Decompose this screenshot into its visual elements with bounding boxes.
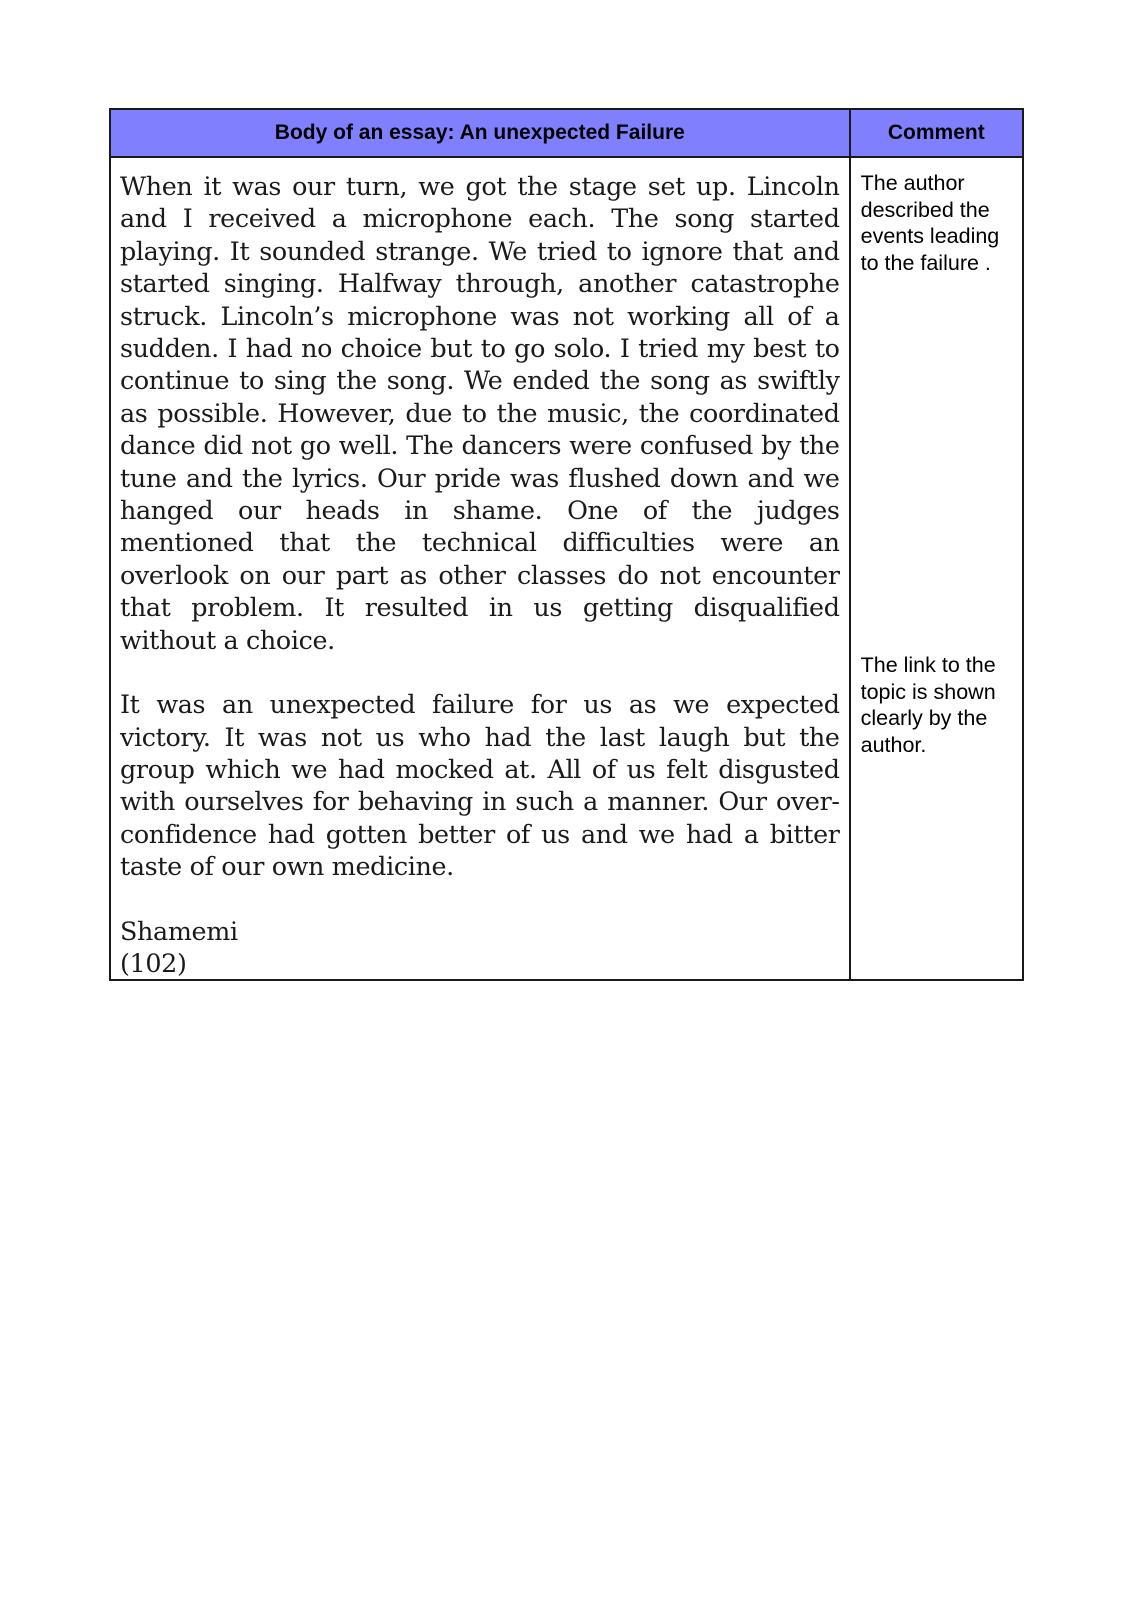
- author-name: Shamemi: [120, 915, 238, 946]
- essay-body-cell: [110, 157, 850, 980]
- essay-body-header: Body of an essay: An unexpected Failure: [110, 109, 850, 157]
- essay-paragraph-2: It was an unexpected failure for us as we expected victory. It was not us who had the last laugh but the group which we had mocked at. All of us felt disgusted with ourselves for behaving in such a manner. Our over-confidence had gotten better of us and we had a bitter taste of our own medicine.: [120, 689, 840, 882]
- comment-cell: [850, 157, 1023, 980]
- comment-2: The link to the topic is shown clearly by the author.: [860, 653, 996, 757]
- signature-block: [120, 915, 840, 980]
- table-row: [110, 157, 1023, 980]
- essay-paragraph-1: When it was our turn, we got the stage set up. Lincoln and I received a microphone each. The song started playing. It sounded strange. We tried to ignore that and started singing. Halfway through, another catastrophe struck. Lincoln’s microphone was not working all of a sudden. I had no choice but to go solo. I tried my best to continue to sing the song. We ended the song as swiftly as possible. However, due to the music, the coordinated dance did not go well. The dancers were confused by the tune and the lyrics. Our pride was flushed down and we hanged our heads in shame. One of the judges mentioned that the technical difficulties were an overlook on our part as other classes do not encounter that problem. It resulted in us getting disqualified without a choice.: [120, 171, 840, 655]
- table-header-row: [110, 109, 1023, 157]
- comment-header: Comment: [850, 109, 1023, 157]
- essay-comment-table: [109, 108, 1024, 981]
- comment-1: The author described the events leading to the failure .: [860, 171, 1000, 275]
- word-count: (102): [120, 947, 187, 978]
